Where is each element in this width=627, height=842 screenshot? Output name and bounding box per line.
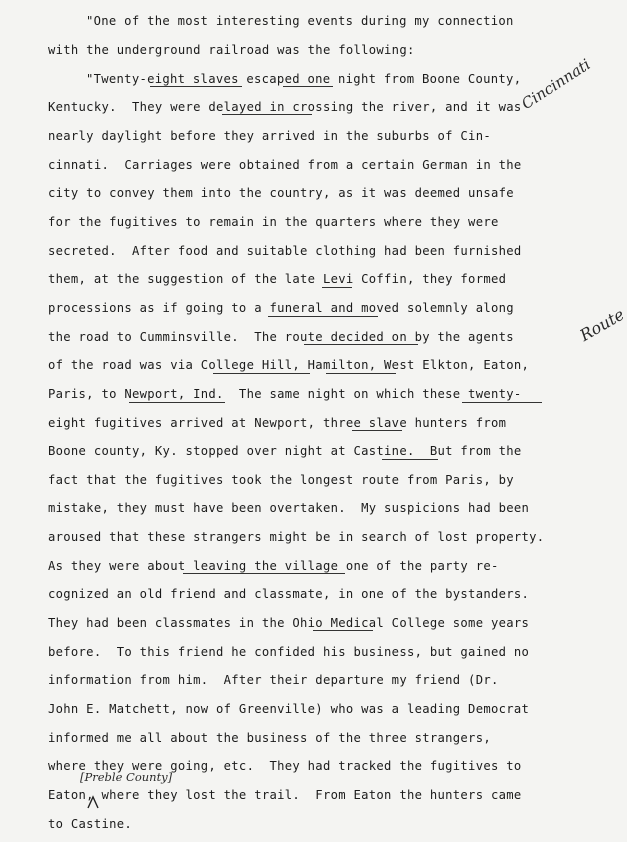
text-line: for the fugitives to remain in the quarters where they were (48, 215, 499, 229)
handwritten-annotation-preble-county: [Preble County] (80, 770, 173, 784)
text-line: aroused that these strangers might be in search of lost property. (48, 530, 545, 544)
caret-insertion-icon (86, 794, 100, 810)
text-line: before. To this friend he confided his business, but gained no (48, 645, 530, 659)
text-line: informed me all about the business of the three strangers, (48, 731, 491, 745)
text-line: with the underground railroad was the following: (48, 43, 415, 57)
text-line: secreted. After food and suitable clothing had been furnished (48, 244, 522, 258)
text-line: eight fugitives arrived at Newport, three slave hunters from (48, 416, 507, 430)
handwritten-underline (462, 402, 542, 403)
handwritten-underline (304, 344, 418, 345)
text-line: "One of the most interesting events during my connection (86, 14, 514, 28)
text-line: of the road was via College Hill, Hamilton, West Elkton, Eaton, (48, 358, 530, 372)
text-line: where they were going, etc. They had tracked the fugitives to (48, 759, 522, 773)
handwritten-underline (150, 86, 242, 87)
handwritten-annotation-route: Route (576, 304, 627, 345)
handwritten-underline (183, 573, 345, 574)
text-line: As they were about leaving the village one of the party re- (48, 559, 499, 573)
text-line: processions as if going to a funeral and moved solemnly along (48, 301, 514, 315)
handwritten-underline (313, 630, 373, 631)
text-line: Boone county, Ky. stopped over night at Castine. But from the (48, 444, 522, 458)
text-line: Eaton, where they lost the trail. From Eaton the hunters came (48, 788, 522, 802)
text-line: John E. Matchett, now of Greenville) who was a leading Democrat (48, 702, 530, 716)
handwritten-underline (222, 114, 312, 115)
handwritten-underline (268, 316, 378, 317)
text-line: information from him. After their departure my friend (Dr. (48, 673, 499, 687)
handwritten-annotation-cincinnati: Cincinnati (518, 55, 594, 113)
text-line: Kentucky. They were delayed in crossing the river, and it was (48, 100, 522, 114)
text-line: to Castine. (48, 817, 133, 831)
text-line: fact that the fugitives took the longest route from Paris, by (48, 473, 514, 487)
text-line: the road to Cumminsville. The route decided on by the agents (48, 330, 514, 344)
handwritten-underline (352, 430, 402, 431)
text-line: Paris, to Newport, Ind. The same night on which these twenty- (48, 387, 522, 401)
handwritten-underline (283, 86, 333, 87)
handwritten-underline (322, 287, 352, 288)
text-line: them, at the suggestion of the late Levi Coffin, they formed (48, 272, 507, 286)
handwritten-underline (382, 459, 438, 460)
text-line: nearly daylight before they arrived in the suburbs of Cin- (48, 129, 491, 143)
handwritten-underline (213, 373, 310, 374)
text-line: cinnati. Carriages were obtained from a certain German in the (48, 158, 522, 172)
handwritten-underline (326, 373, 396, 374)
text-line: cognized an old friend and classmate, in one of the bystanders. (48, 587, 530, 601)
text-line: mistake, they must have been overtaken. My suspicions had been (48, 501, 530, 515)
text-line: city to convey them into the country, as it was deemed unsafe (48, 186, 514, 200)
handwritten-underline (129, 402, 225, 403)
text-line: They had been classmates in the Ohio Medical College some years (48, 616, 530, 630)
text-line: "Twenty-eight slaves escaped one night from Boone County, (86, 72, 522, 86)
